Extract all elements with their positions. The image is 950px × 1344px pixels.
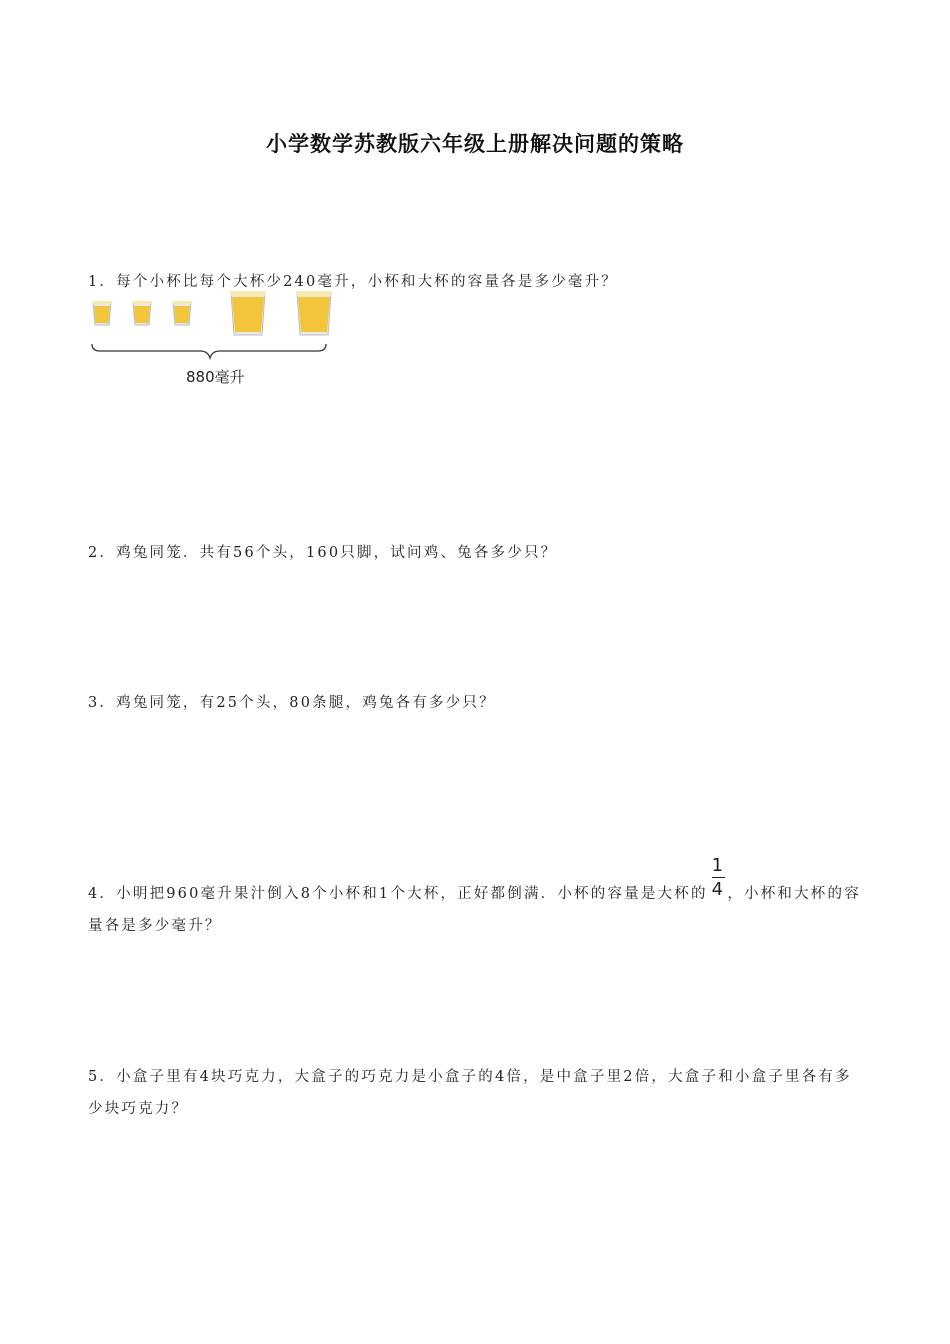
question-2: 2．鸡兔同笼．共有56个头，160只脚，试问鸡、兔各多少只？ (88, 545, 558, 561)
fraction (712, 856, 726, 900)
fraction-denominator: 4 (711, 879, 726, 900)
question-4-text-after: ，小杯和大杯的容量各是多少毫升？ (88, 886, 861, 934)
large-cup-icon (296, 290, 332, 336)
curly-brace-icon (90, 342, 330, 362)
small-cup-icon (172, 300, 192, 326)
question-4 (88, 855, 868, 942)
page-title: 小学数学苏教版六年级上册解决问题的策略 (266, 132, 684, 156)
small-cup-icon (132, 300, 152, 326)
fraction-numerator: 1 (711, 855, 726, 876)
question-3: 3．鸡兔同笼，有25个头，80条腿，鸡兔各有多少只？ (88, 695, 496, 711)
question-4-text-before: 4．小明把960毫升果汁倒入8个小杯和1个大杯，正好都倒满．小杯的容量是大杯的 (88, 886, 708, 902)
cups-figure (90, 290, 350, 390)
large-cup-icon (230, 290, 266, 336)
question-5: 5．小盒子里有4块巧克力，大盒子的巧克力是小盒子的4倍，是中盒子里2倍，大盒子和小盒子里各有多少块巧克力？ (88, 1069, 852, 1117)
fraction-bar (712, 877, 726, 878)
small-cup-icon (92, 300, 112, 326)
total-volume-label: 880毫升 (186, 368, 245, 386)
question-1: 1．每个小杯比每个大杯少240毫升，小杯和大杯的容量各是多少毫升？ (88, 274, 618, 290)
